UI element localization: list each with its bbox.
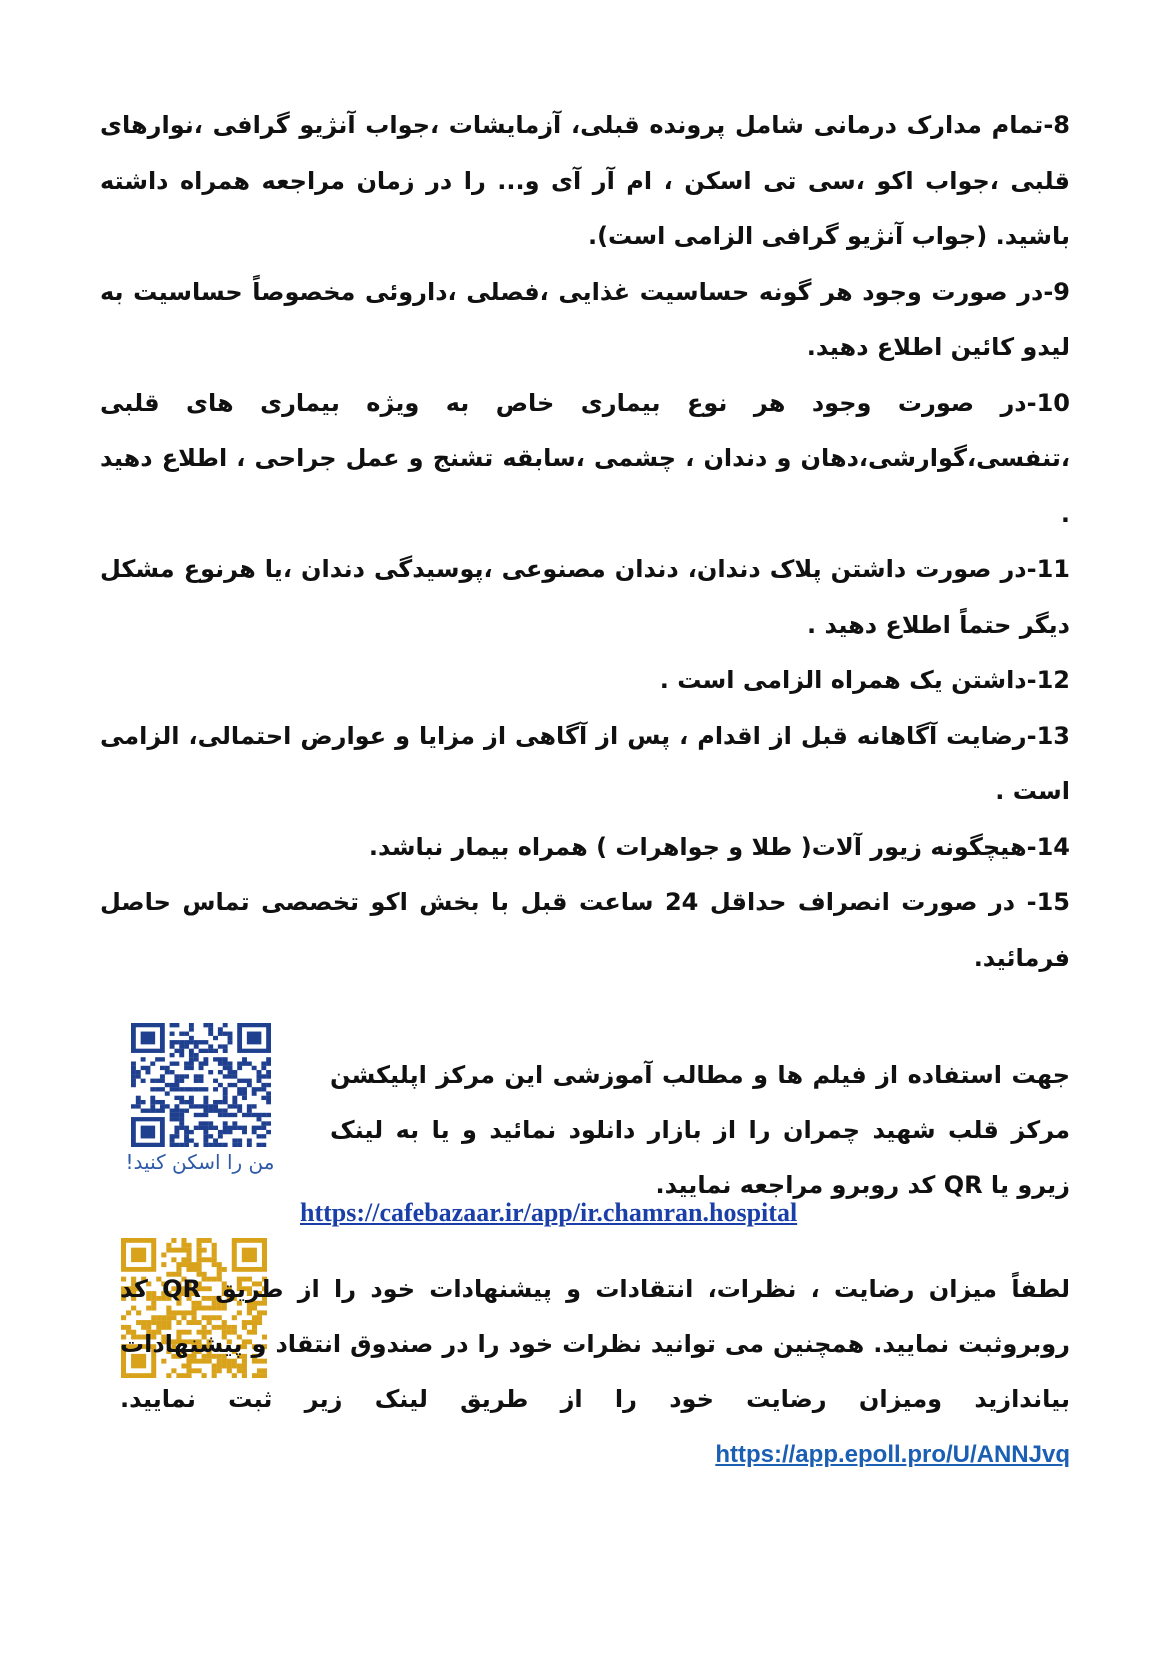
feedback-section [120, 1262, 1070, 1482]
app-download-text: جهت استفاده از فیلم ها و مطالب آموزشی این مرکز اپلیکشن مرکز قلب شهید چمران را از بازار دانلود نمائید و یا به لینک زیرو یا QR کد روبرو مراجعه نمایید. [330, 1061, 1070, 1199]
instruction-item-14: 14-هیچگونه زیور آلات( طلا و جواهرات ) همراه بیمار نباشد. [368, 832, 1070, 861]
instruction-text-13: رضایت آگاهانه قبل از اقدام ، پس از آگاهی از مزایا و عوارض احتمالی، الزامی است . [100, 721, 1070, 805]
instruction-text-14: هیچگونه زیور آلات( طلا و جواهرات ) همراه بیمار نباشد. [368, 832, 1027, 861]
instruction-item-11: 11-در صورت داشتن پلاک دندان، دندان مصنوعی ،پوسیدگی دندان ،یا هرنوع مشکل دیگر حتماً اطلاع دهید . [100, 555, 1070, 639]
qr-code-icon [131, 1023, 271, 1147]
cafebazaar-link[interactable]: https://cafebazaar.ir/app/ir.chamran.hospital [300, 1198, 798, 1227]
instruction-item-13: 13-رضایت آگاهانه قبل از اقدام ، پس از آگاهی از مزایا و عوارض احتمالی، الزامی است . [100, 721, 1070, 805]
instruction-text-8: تمام مدارک درمانی شامل پرونده قبلی، آزمایشات ،جواب آنژیو گرافی ،نوارهای قلبی ،جواب اکو ،سی تی اسکن ، ام آر آی و... را در زمان مراجعه همراه داشته باشید. (جواب آنژیو گرافی الزامی است). [100, 111, 1070, 250]
instruction-item-12: 12-داشتن یک همراه الزامی است . [659, 666, 1070, 694]
instruction-item-8: 8-تمام مدارک درمانی شامل پرونده قبلی، آزمایشات ،جواب آنژیو گرافی ،نوارهای قلبی ،جواب اکو ،سی تی اسکن ، ام آر آی و... را در زمان مراجعه همراه داشته باشید. (جواب آنژیو گرافی الزامی است). [100, 111, 1070, 250]
instruction-text-11: در صورت داشتن پلاک دندان، دندان مصنوعی ،پوسیدگی دندان ،یا هرنوع مشکل دیگر حتماً اطلاع دهید . [100, 555, 1070, 639]
instruction-text-10: در صورت وجود هر نوع بیماری خاص به ویژه بیماری های قلبی ،تنفسی،گوارشی،دهان و دندان ، چشمی ،سابقه تشنج و عمل جراحی ، اطلاع دهید . [100, 388, 1070, 528]
instruction-item-9: 9-در صورت وجود هر گونه حساسیت غذایی ،فصلی ،داروئی مخصوصاً حساسیت به لیدو کائین اطلاع دهید. [100, 277, 1070, 361]
instruction-text-9: در صورت وجود هر گونه حساسیت غذایی ،فصلی ،داروئی مخصوصاً حساسیت به لیدو کائین اطلاع دهید. [100, 277, 1070, 361]
instructions-list [100, 98, 1070, 986]
app-qr-code[interactable] [131, 1023, 271, 1147]
instruction-item-15: 15- در صورت انصراف حداقل 24 ساعت قبل با بخش اکو تخصصی تماس حاصل فرمائید. [100, 888, 1070, 972]
instruction-text-12: داشتن یک همراه الزامی است . [659, 666, 1027, 694]
scan-me-label: من را اسکن کنید! [125, 1150, 275, 1174]
feedback-text: لطفاً میزان رضایت ، نظرات، انتقادات و پیشنهادات خود را از طریق QR کد روبروثبت نمایید. همچنین می توانید نظرات خود را در صندوق انتقاد و پیشنهادات بیاندازید ومیزان رضایت خود را از طریق لینک زیر ثبت نمایید. [120, 1275, 1070, 1413]
instruction-item-10: 10-در صورت وجود هر نوع بیماری خاص به ویژه بیماری های قلبی ،تنفسی،گوارشی،دهان و دندان ، چشمی ،سابقه تشنج و عمل جراحی ، اطلاع دهید . [100, 388, 1070, 528]
instruction-text-15: در صورت انصراف حداقل 24 ساعت قبل با بخش اکو تخصصی تماس حاصل فرمائید. [100, 888, 1070, 972]
epoll-link[interactable]: https://app.epoll.pro/U/ANNJvq [715, 1441, 1070, 1468]
